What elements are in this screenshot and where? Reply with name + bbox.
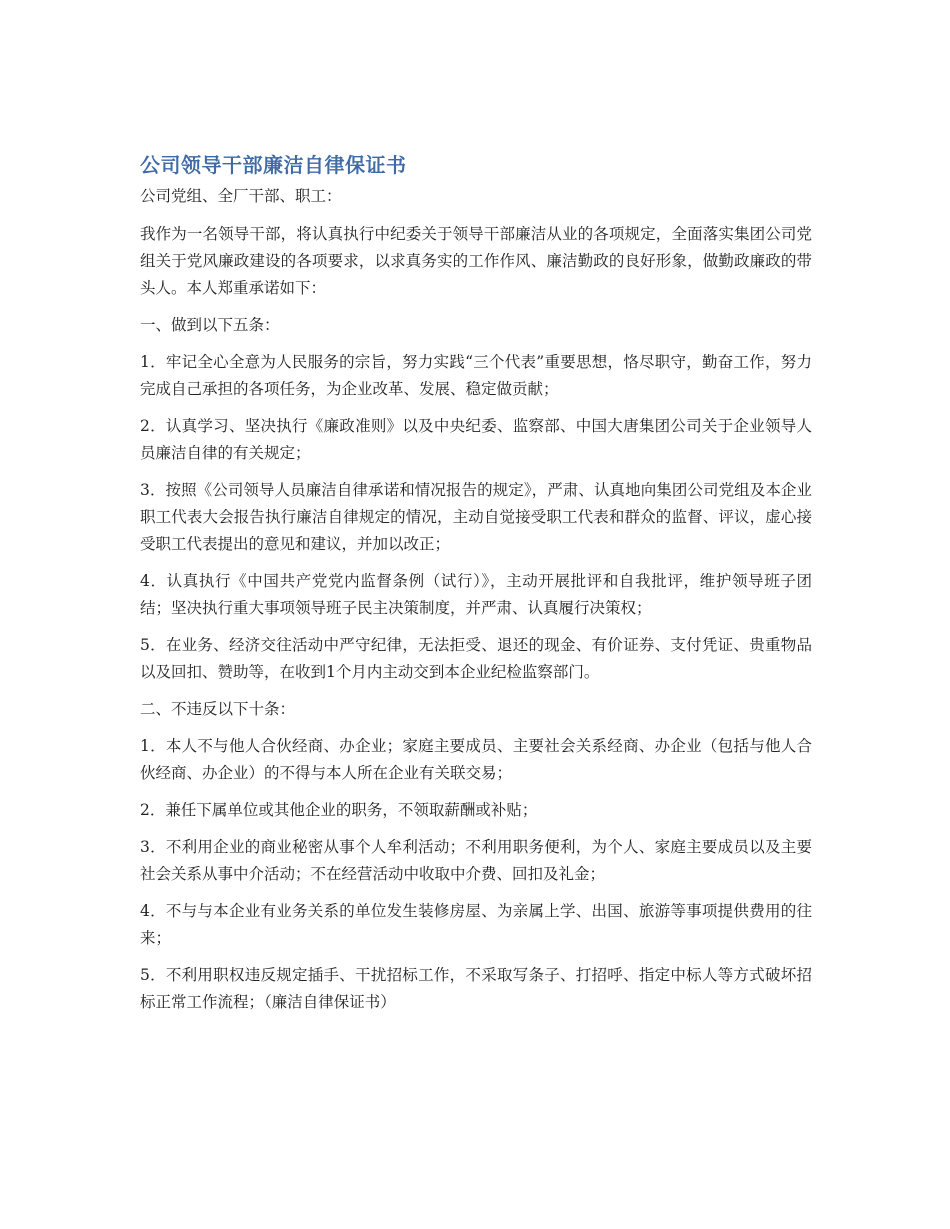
section2-item: 1．本人不与他人合伙经商、办企业；家庭主要成员、主要社会关系经商、办企业（包括与他人合伙经商、办企业）的不得与本人所在企业有关联交易； xyxy=(140,737,812,782)
document-title: 公司领导干部廉洁自律保证书 xyxy=(140,153,407,177)
salutation: 公司党组、全厂干部、职工： xyxy=(140,187,342,205)
section1-item: 2．认真学习、坚决执行《廉政准则》以及中央纪委、监察部、中国大唐集团公司关于企业领导人员廉洁自律的有关规定； xyxy=(140,417,812,462)
section-heading-2: 二、不违反以下十条： xyxy=(140,700,296,718)
section2-item: 4．不与与本企业有业务关系的单位发生装修房屋、为亲属上学、出国、旅游等事项提供费用的往来； xyxy=(140,902,812,947)
section2-item: 5．不利用职权违反规定插手、干扰招标工作，不采取写条子、打招呼、指定中标人等方式破坏招标正常工作流程；（廉洁自律保证书） xyxy=(140,966,812,1011)
section-heading-1: 一、做到以下五条： xyxy=(140,316,280,334)
intro-paragraph: 我作为一名领导干部，将认真执行中纪委关于领导干部廉洁从业的各项规定，全面落实集团公司党组关于党风廉政建设的各项要求，以求真务实的工作作风、廉洁勤政的良好形象，做勤政廉政的带头人。本人郑重承诺如下： xyxy=(140,225,812,297)
section1-item: 1．牢记全心全意为人民服务的宗旨，努力实践“三个代表”重要思想，恪尽职守，勤奋工作，努力完成自己承担的各项任务，为企业改革、发展、稳定做贡献； xyxy=(140,353,812,398)
section1-item: 4．认真执行《中国共产党党内监督条例（试行）》，主动开展批评和自我批评，维护领导班子团结；坚决执行重大事项领导班子民主决策制度，并严肃、认真履行决策权； xyxy=(140,572,812,617)
section2-item: 2．兼任下属单位或其他企业的职务，不领取薪酬或补贴； xyxy=(140,801,538,819)
section1-item: 5．在业务、经济交往活动中严守纪律，无法拒受、退还的现金、有价证券、支付凭证、贵重物品以及回扣、赞助等，在收到1个月内主动交到本企业纪检监察部门。 xyxy=(140,636,812,681)
document-page xyxy=(140,152,812,1026)
section2-item: 3．不利用企业的商业秘密从事个人牟利活动；不利用职务便利，为个人、家庭主要成员以及主要社会关系从事中介活动；不在经营活动中收取中介费、回扣及礼金； xyxy=(140,838,812,883)
section1-item: 3．按照《公司领导人员廉洁自律承诺和情况报告的规定》，严肃、认真地向集团公司党组及本企业职工代表大会报告执行廉洁自律规定的情况，主动自觉接受职工代表和群众的监督、评议，虚心接受职工代表提出的意见和建议，并加以改正； xyxy=(140,481,812,553)
